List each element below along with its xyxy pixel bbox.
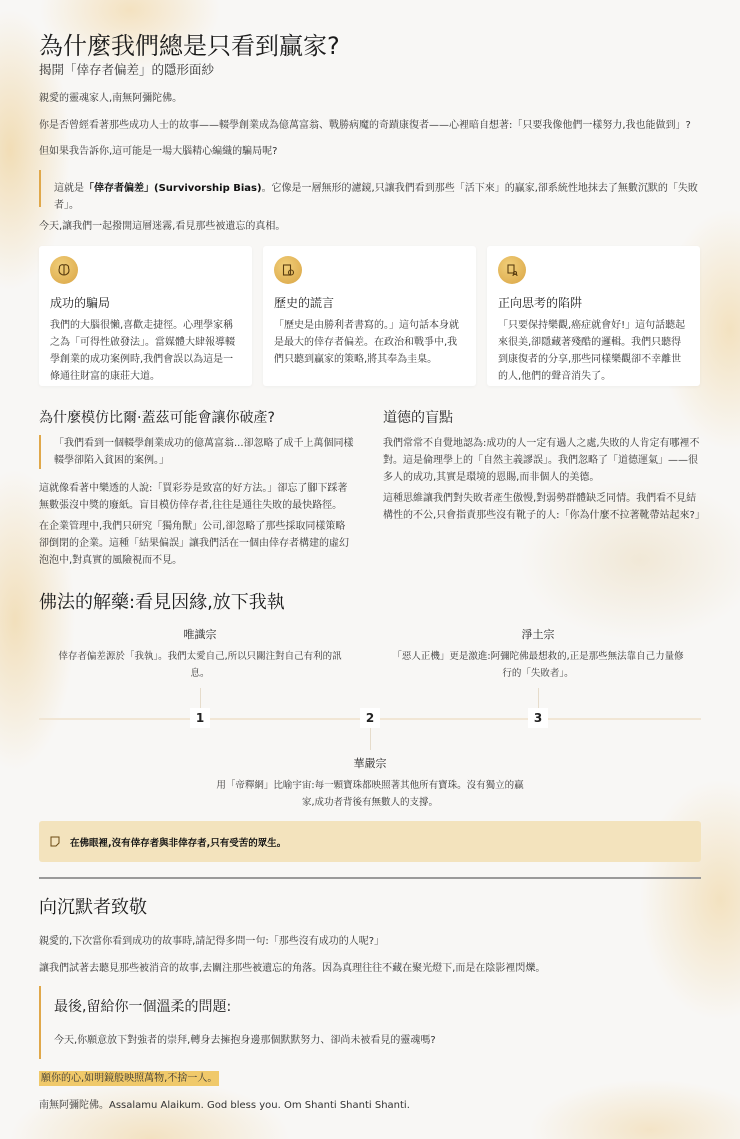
timeline-marker-3: 3: [528, 708, 548, 728]
intro-paragraph: 你是否曾經看著那些成功人士的故事——輟學創業成為億萬富翁、戰勝病魔的奇蹟康復者——心裡暗自想著:「只要我像他們一樣努力,我也能做到」?: [39, 120, 691, 131]
card-history-lie: [263, 246, 476, 386]
highlight-blessing: 願你的心,如明鏡般映照萬物,不捨一人。: [41, 1073, 218, 1084]
positive-thinking-icon: [498, 256, 526, 284]
definition-text: 。它像是一層無形的濾鏡,只讓我們看到那些「活下來」的贏家,卻系統性地抹去了無數沉默的「失敗者」。: [54, 183, 698, 211]
timeline-marker-1: 1: [190, 708, 210, 728]
card-title: 成功的騙局: [50, 296, 111, 310]
tribute-paragraph: 讓我們試著去聽見那些被消音的故事,去關注那些被遺忘的角落。因為真理往往不藏在聚光燈下,而是在陰影裡閃爍。: [39, 963, 546, 974]
dharma-heading: 佛法的解藥:看見因緣,放下我執: [39, 592, 285, 613]
question-title: 最後,留給你一個溫柔的問題:: [54, 999, 232, 1015]
gates-quote: 「我們看到一個輟學創業成功的億萬富翁...卻忽略了成千上萬個同樣輟學卻陷入貧困的案例。」: [39, 435, 355, 469]
timeline-label: 淨土宗: [521, 628, 555, 641]
card-positive-thinking: [487, 246, 700, 386]
card-title: 正向思考的陷阱: [498, 296, 583, 310]
gates-paragraph: 在企業管理中,我們只研究「獨角獸」公司,卻忽略了那些採取同樣策略卻倒閉的企業。這種「結果偏誤」讓我們活在一個由倖存者構建的虛幻泡泡中,對真實的風險視而不見。: [39, 521, 349, 566]
timeline-text: 「惡人正機」更是激進:阿彌陀佛最想救的,正是那些無法靠自己力量修行的「失敗者」。: [392, 651, 684, 679]
timeline-item-2: [215, 755, 525, 811]
timeline-item-1: [50, 626, 350, 682]
card-success-illusion: [39, 246, 252, 386]
card-title: 歷史的謊言: [274, 296, 335, 310]
timeline-text: 用「帝釋網」比喻宇宙:每一顆寶珠都映照著其他所有寶珠。沒有獨立的贏家,成功者背後有無數人的支撐。: [216, 780, 524, 808]
brain-icon: [50, 256, 78, 284]
definition-prefix: 這就是: [54, 183, 84, 194]
callout-text: 在佛眼裡,沒有倖存者與非倖存者,只有受苦的眾生。: [70, 837, 287, 849]
timeline-label: 唯識宗: [183, 628, 217, 641]
card-text: 「歷史是由勝利者書寫的。」這句話本身就是最大的倖存者偏差。在政治和戰爭中,我們只聽到贏家的策略,將其奉為圭臬。: [274, 320, 459, 365]
definition-term: 「倖存者偏差」(Survivorship Bias): [84, 183, 262, 194]
tribute-heading: 向沉默者致敬: [39, 897, 147, 918]
intro-question: 但如果我告訴你,這可能是一場大腦精心編織的騙局呢?: [39, 146, 278, 157]
moral-heading: 道德的盲點: [383, 410, 453, 426]
gates-paragraph: 這就像看著中樂透的人說:「買彩券是致富的好方法。」卻忘了腳下踩著無數張沒中獎的廢紙。盲目模仿倖存者,往往是通往失敗的最快路徑。: [39, 483, 348, 511]
question-text: 今天,你願意放下對強者的崇拜,轉身去擁抱身邊那個默默努力、卻尚未被看見的靈魂嗎?: [54, 1035, 436, 1046]
definition-quote: [39, 170, 709, 211]
gates-heading: 為什麼模仿比爾·蓋茲可能會讓你破產?: [39, 410, 275, 426]
moral-paragraph: 這種思維讓我們對失敗者產生傲慢,對弱勢群體缺乏同情。我們看不見結構性的不公,只會指責那些沒有靴子的人:「你為什麼不拉著靴帶站起來?」: [383, 493, 705, 521]
card-text: 「只要保持樂觀,癌症就會好!」這句話聽起來很美,卻隱藏著殘酷的邏輯。我們只聽得到康復者的分享,那些同樣樂觀卻不幸離世的人,他們的聲音消失了。: [498, 320, 686, 382]
timeline-label: 華嚴宗: [353, 757, 387, 770]
timeline-marker-2: 2: [360, 708, 380, 728]
moral-paragraph: 我們常常不自覺地認為:成功的人一定有過人之處,失敗的人肯定有哪裡不對。這是倫理學上的「自然主義謬誤」。我們忽略了「道德運氣」——很多人的成功,其實是環境的恩賜,而非個人的美德。: [383, 438, 700, 483]
section-divider: [39, 877, 701, 879]
page-title: 為什麼我們總是只看到贏家?: [39, 32, 340, 60]
closing-blessing: 南無阿彌陀佛。Assalamu Alaikum. God bless you. Om Shanti Shanti Shanti.: [39, 1100, 410, 1111]
card-text: 我們的大腦很懶,喜歡走捷徑。心理學家稱之為「可得性啟發法」。當媒體大肆報導輟學創業的成功案例時,我們會誤以為這是一條通往財富的康莊大道。: [50, 320, 235, 382]
dharma-callout: [39, 821, 701, 862]
tribute-paragraph: 親愛的,下次當你看到成功的故事時,請記得多問一句:「那些沒有成功的人呢?」: [39, 936, 385, 947]
page-subtitle: 揭開「倖存者偏差」的隱形面紗: [39, 62, 215, 77]
greeting: 親愛的靈魂家人,南無阿彌陀佛。: [39, 93, 183, 104]
note-icon: [50, 836, 60, 847]
history-book-icon: [274, 256, 302, 284]
timeline-item-3: [388, 626, 688, 682]
timeline-text: 倖存者偏差源於「我執」。我們太愛自己,所以只關注對自己有利的訊息。: [58, 651, 342, 679]
today-text: 今天,讓我們一起撥開這層迷霧,看見那些被遺忘的真相。: [39, 221, 286, 232]
question-block: [39, 986, 701, 1059]
